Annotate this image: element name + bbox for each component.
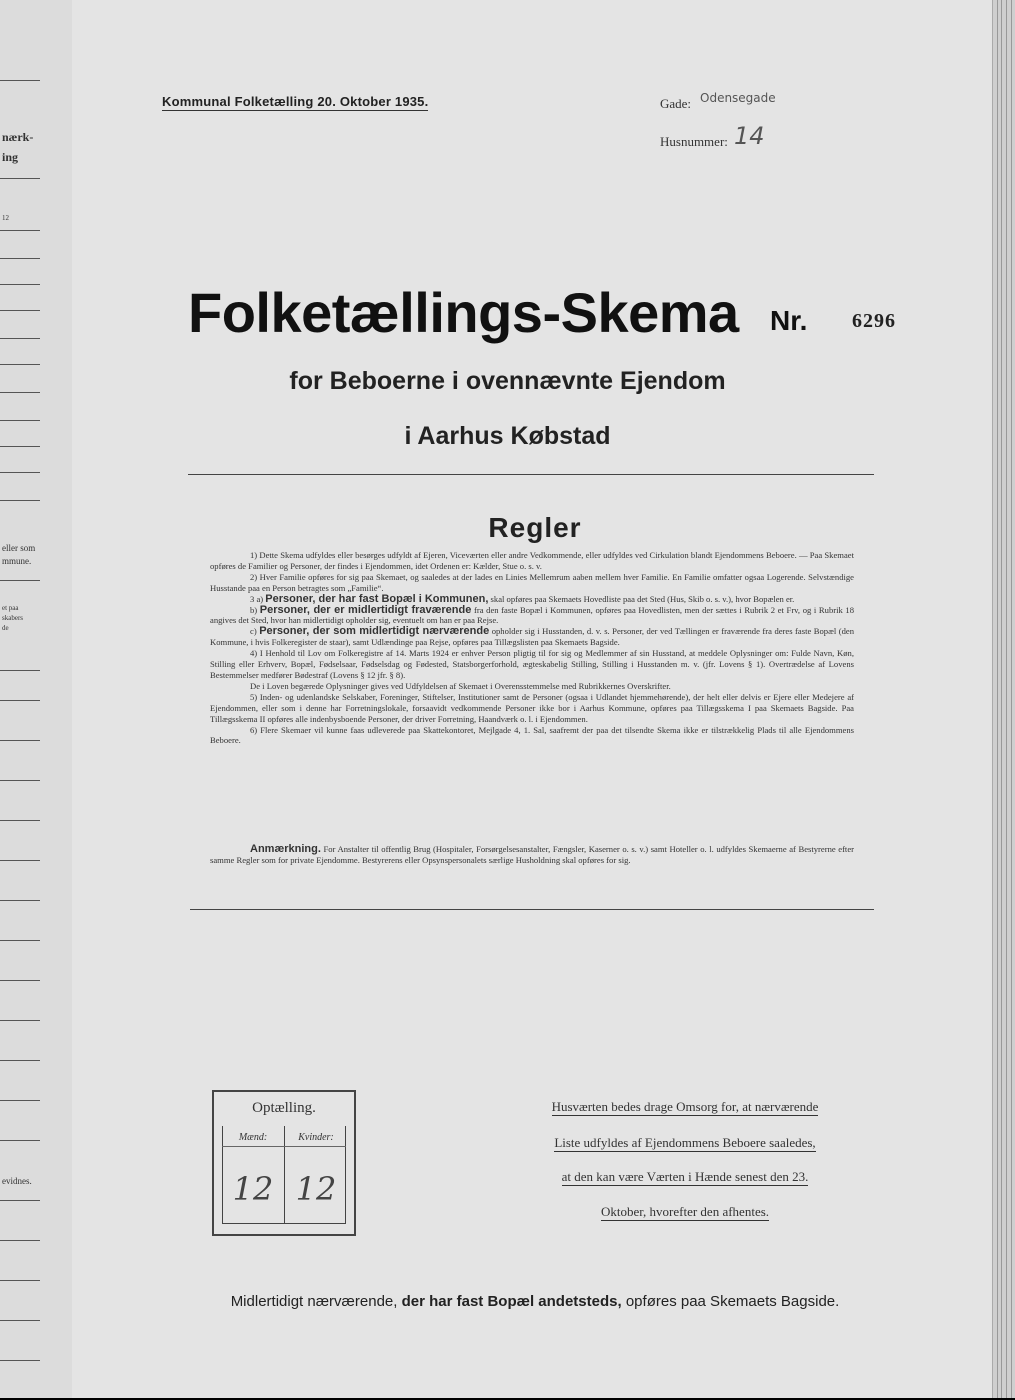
count-title: Optælling.	[252, 1100, 316, 1116]
left-fragment: ing	[2, 150, 19, 164]
rule-4b: De i Loven begærede Oplysninger gives ved Udfyldelsen af Skemaet i Overensstemmelse med Rubrikkernes Overskrifter.	[250, 680, 671, 691]
left-fragment: mmune.	[2, 556, 32, 566]
census-header: Kommunal Folketælling 20. Oktober 1935.	[162, 94, 429, 109]
landlord-note-line: Husværten bedes drage Omsorg for, at nærværende	[551, 1099, 819, 1114]
rule-3c: c) Personer, der som midlertidigt nærværende opholder sig i Husstanden, d. v. s. Personer, der ved Tællingen er fraværende fra deres faste Bopæl (den Kommune, i hvis Folkeregister de staar), samt Udlændinge paa Rejse, opføres paa Tillægslisten paa Skemaets Bagside.	[210, 625, 854, 648]
landlord-note-line: at den kan være Værten i Hænde senest den 23.	[561, 1169, 809, 1184]
adjacent-page-edge	[0, 0, 74, 1398]
landlord-note-line: Liste udfyldes af Ejendommens Beboere saaledes,	[554, 1135, 816, 1150]
rule-3a: 3 a) Personer, der har fast Bopæl i Kommunen, skal opføres paa Skemaets Hovedliste paa det Sted (Hus, Skib o. s. v.), hvor Bopælen er.	[250, 592, 795, 605]
left-fragment: nærk-	[2, 130, 34, 144]
form-subtitle: for Beboerne i ovennævnte Ejendom	[289, 367, 726, 395]
page-stack-edge	[992, 0, 1015, 1398]
rules-heading: Regler	[488, 512, 582, 543]
footer-note: Midlertidigt nærværende, der har fast Bopæl andetsteds, opføres paa Skemaets Bagside.	[230, 1293, 840, 1310]
form-number-label: Nr.	[770, 305, 808, 336]
divider	[188, 474, 874, 475]
left-fragment: de	[2, 624, 9, 632]
form-title: Folketællings-Skema	[188, 281, 739, 344]
men-label: Mænd:	[238, 1132, 268, 1143]
left-fragment: eller som	[2, 543, 36, 553]
street-label: Gade:	[660, 96, 692, 111]
form-number: 6296	[852, 310, 896, 332]
left-fragment: et paa	[2, 604, 19, 612]
women-count: 12	[295, 1170, 337, 1208]
left-fragment: 12	[2, 214, 9, 222]
street-value: Odensegade	[700, 91, 776, 105]
count-box	[212, 1090, 356, 1236]
remark: Anmærkning. For Anstalter til offentlig Brug (Hospitaler, Forsørgelsesanstalter, Fængsler, Kaserner o. s. v.) samt Hoteller o. l. udfyldes Skemaerne af Bestyrerne efter samme Regler som for private Ejendomme. Bestyrerens eller Opsynspersonalets særlige Husholdning skal opføres for sig.	[210, 843, 854, 865]
rule-1: 1) Dette Skema udfyldes eller besørges udfyldt af Ejeren, Viceværten eller andre Vedkommende, eller udfyldes ved Cirkulation blandt Ejendommens Beboere. — Paa Skemaet opføres de Familier og Personer, der findes i Ejendommen, idet Ordenen er: Kælder, Stue o. s. v.	[210, 550, 854, 571]
rule-4: 4) I Henhold til Lov om Folkeregistre af 14. Marts 1924 er enhver Person pligtig til for sig og Medlemmer af sin Husstand, at meddele Oplysninger om: Fulde Navn, Køn, Stilling eller Erhverv, Bopæl, Fødselsaar, Fødselsdag og Fødested, Statsborgerforhold, ægteskabelig Stilling, Stilling i Husstanden m. v. (jfr. Lovens § 1). Overtrædelse af Lovens Bestemmelser medfører Bødestraf (Lovens § 12 jfr. § 8).	[210, 648, 854, 680]
house-number-label: Husnummer:	[660, 134, 728, 149]
men-count: 12	[232, 1170, 274, 1208]
rule-6: 6) Flere Skemaer vil kunne faas udleverede paa Skattekontoret, Mejlgade 4, 1. Sal, saafremt der paa det tilsendte Skema ikke er tilstrækkelig Plads til alle Ejendommens Beboere.	[210, 724, 854, 746]
landlord-note-line: Oktober, hvorefter den afhentes.	[600, 1204, 770, 1219]
rule-5: 5) Inden- og udenlandske Selskaber, Foreninger, Stiftelser, Institutioner samt de Personer (ogsaa i Udlandet hjemmehørende), der helt eller delvis er Ejere eller Medejere af Ejendommen, eller som i denne har Forretningslokale, forsaavidt vedkommende Personer ikke bor i Aarhus Kommune, opføres paa Tillægsskema I paa Skemaets Bagside. Paa Tillægsskema II opføres alle indenbysboende Personer, der driver Forretning, Haandværk o. l. i Ejendommen.	[210, 691, 854, 724]
women-label: Kvinder:	[298, 1132, 334, 1143]
rule-3b: b) Personer, der er midlertidigt fraværende fra den faste Bopæl i Kommunen, opføres paa Hovedlisten, men der sættes i Rubrik 2 et Frv, og i Rubrik 18 angives det Sted, hvor han midlertidigt opholder sig, eventuelt om han er paa Rejse.	[210, 603, 854, 626]
left-fragment: skabers	[2, 614, 23, 622]
left-fragment: evidnes.	[2, 1176, 32, 1186]
house-number-value: 14	[734, 122, 765, 150]
rule-2: 2) Hver Familie opføres for sig paa Skemaet, og saaledes at der lades en Linies Mellemrum aaben mellem hver Familie. En Familie omfatter ogsaa Logerende. Selvstændige Husstande paa en Person betragtes som „Familie“.	[210, 571, 854, 593]
form-city: i Aarhus Købstad	[404, 422, 611, 450]
divider	[190, 909, 874, 910]
rules-text	[210, 550, 854, 746]
